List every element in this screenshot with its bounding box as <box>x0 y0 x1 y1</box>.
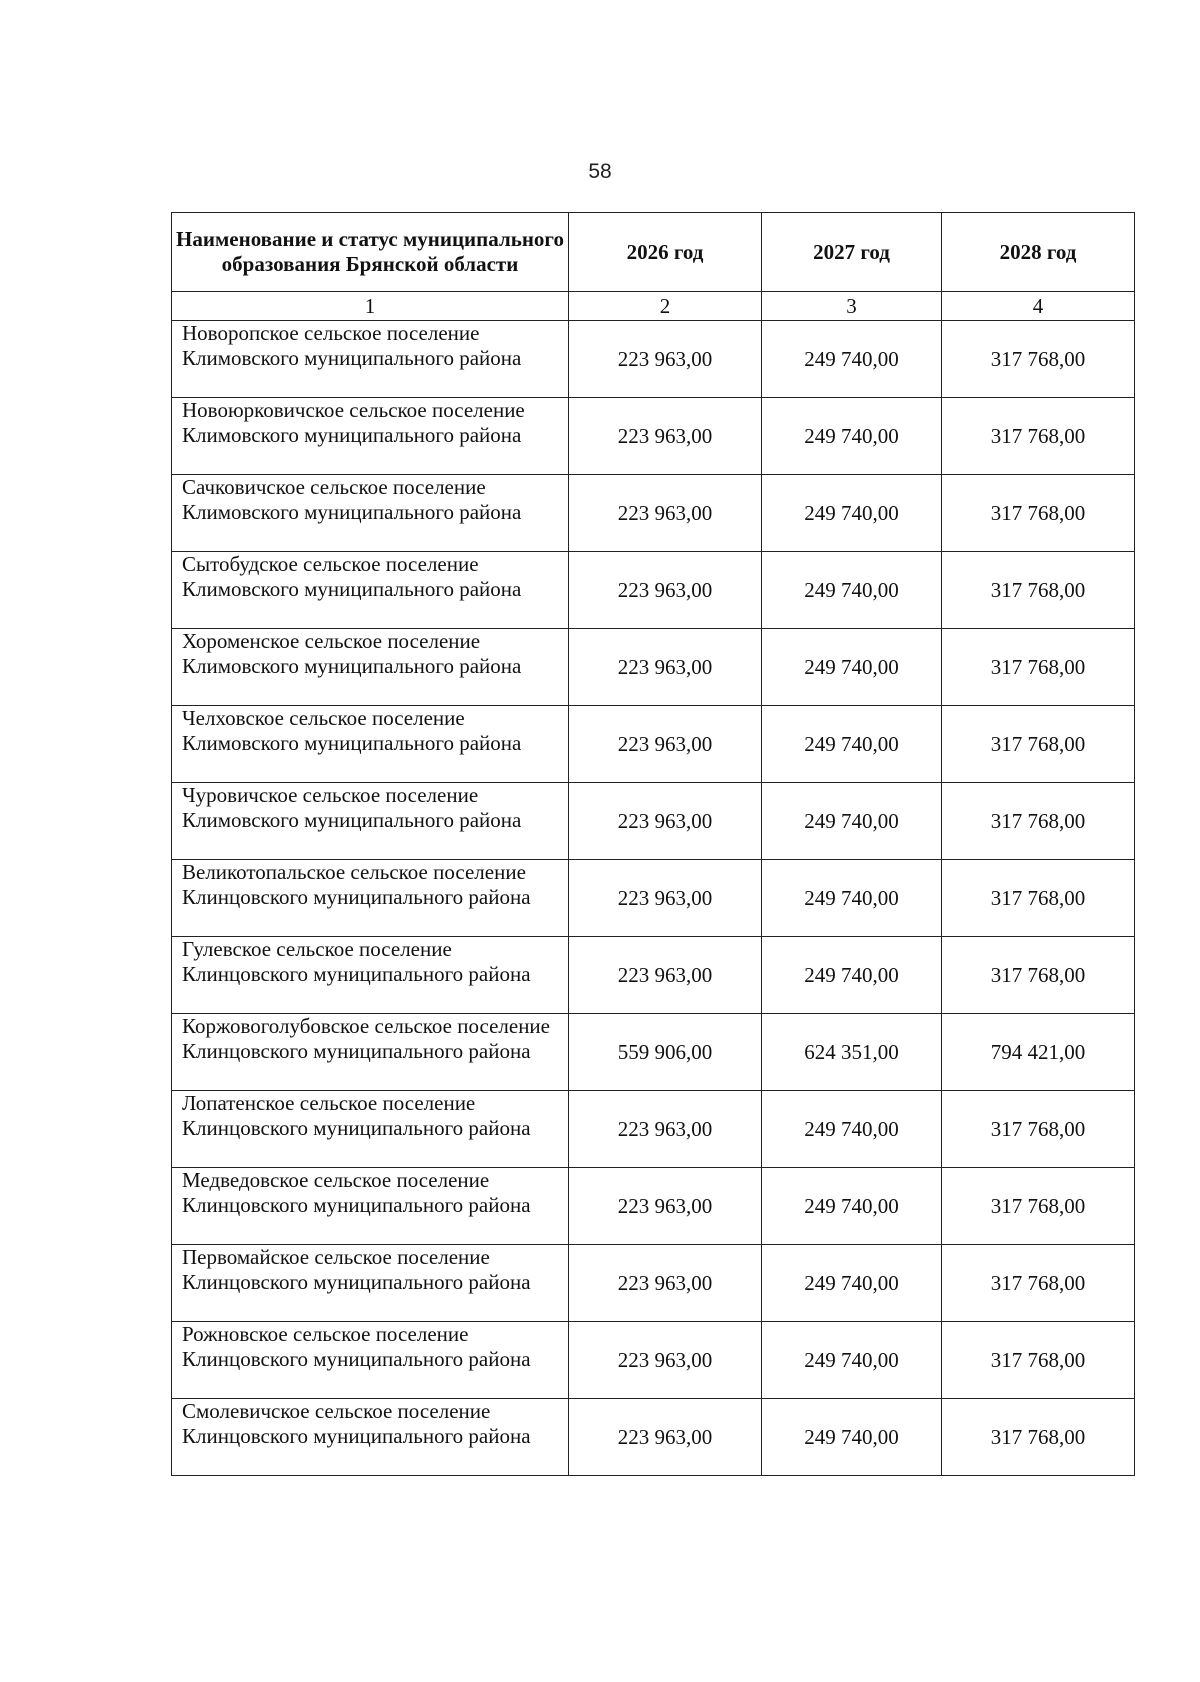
value-2027: 249 740,00 <box>762 321 942 398</box>
value-2028: 317 768,00 <box>942 783 1135 860</box>
municipality-name: Лопатенское сельское поселение Клинцовского муниципального района <box>172 1091 569 1168</box>
table-row <box>172 475 1135 552</box>
value-2028: 317 768,00 <box>942 321 1135 398</box>
header-municipality: Наименование и статус муниципального образования Брянской области <box>172 213 569 292</box>
value-2028: 317 768,00 <box>942 1322 1135 1399</box>
table-row <box>172 1245 1135 1322</box>
table-row <box>172 629 1135 706</box>
page-number: 58 <box>588 160 612 183</box>
value-2028: 317 768,00 <box>942 552 1135 629</box>
header-year-2026: 2026 год <box>569 213 762 292</box>
table-row <box>172 1399 1135 1476</box>
value-2027: 249 740,00 <box>762 1091 942 1168</box>
table-row <box>172 1168 1135 1245</box>
value-2026: 223 963,00 <box>569 1399 762 1476</box>
municipality-name: Гулевское сельское поселение Клинцовского муниципального района <box>172 937 569 1014</box>
value-2026: 223 963,00 <box>569 629 762 706</box>
value-2026: 223 963,00 <box>569 552 762 629</box>
municipality-name: Хороменское сельское поселение Климовского муниципального района <box>172 629 569 706</box>
value-2027: 249 740,00 <box>762 860 942 937</box>
value-2028: 317 768,00 <box>942 475 1135 552</box>
municipality-name: Новоюрковичское сельское поселение Климовского муниципального района <box>172 398 569 475</box>
value-2028: 317 768,00 <box>942 398 1135 475</box>
municipality-name: Рожновское сельское поселение Клинцовского муниципального района <box>172 1322 569 1399</box>
value-2028: 317 768,00 <box>942 860 1135 937</box>
value-2027: 249 740,00 <box>762 398 942 475</box>
value-2027: 249 740,00 <box>762 552 942 629</box>
value-2028: 317 768,00 <box>942 1091 1135 1168</box>
municipality-name: Чуровичское сельское поселение Климовского муниципального района <box>172 783 569 860</box>
value-2028: 317 768,00 <box>942 937 1135 1014</box>
value-2028: 794 421,00 <box>942 1014 1135 1091</box>
municipality-name: Смолевичское сельское поселение Клинцовского муниципального района <box>172 1399 569 1476</box>
value-2026: 223 963,00 <box>569 706 762 783</box>
value-2027: 249 740,00 <box>762 937 942 1014</box>
table-row <box>172 937 1135 1014</box>
column-number-3: 3 <box>762 292 942 321</box>
value-2027: 249 740,00 <box>762 629 942 706</box>
value-2027: 249 740,00 <box>762 706 942 783</box>
table-row <box>172 321 1135 398</box>
table-row <box>172 552 1135 629</box>
table-row <box>172 1014 1135 1091</box>
column-number-row <box>172 292 1135 321</box>
column-number-2: 2 <box>569 292 762 321</box>
value-2027: 249 740,00 <box>762 1245 942 1322</box>
municipality-name: Сытобудское сельское поселение Климовского муниципального района <box>172 552 569 629</box>
value-2026: 223 963,00 <box>569 1168 762 1245</box>
municipality-name: Новоропское сельское поселение Климовского муниципального района <box>172 321 569 398</box>
value-2026: 223 963,00 <box>569 783 762 860</box>
value-2028: 317 768,00 <box>942 629 1135 706</box>
municipality-name: Челховское сельское поселение Климовского муниципального района <box>172 706 569 783</box>
municipality-name: Великотопальское сельское поселение Клинцовского муниципального района <box>172 860 569 937</box>
value-2026: 223 963,00 <box>569 475 762 552</box>
value-2028: 317 768,00 <box>942 1399 1135 1476</box>
value-2027: 249 740,00 <box>762 1322 942 1399</box>
value-2026: 223 963,00 <box>569 937 762 1014</box>
table-row <box>172 398 1135 475</box>
municipality-name: Коржовоголубовское сельское поселение Клинцовского муниципального района <box>172 1014 569 1091</box>
table-row <box>172 860 1135 937</box>
value-2028: 317 768,00 <box>942 1168 1135 1245</box>
value-2027: 624 351,00 <box>762 1014 942 1091</box>
value-2027: 249 740,00 <box>762 475 942 552</box>
value-2026: 223 963,00 <box>569 1091 762 1168</box>
table-header-row <box>172 213 1135 292</box>
municipality-name: Первомайское сельское поселение Клинцовского муниципального района <box>172 1245 569 1322</box>
allocation-table <box>171 212 1135 1476</box>
value-2027: 249 740,00 <box>762 1399 942 1476</box>
header-year-2027: 2027 год <box>762 213 942 292</box>
value-2026: 223 963,00 <box>569 1245 762 1322</box>
table-row <box>172 1091 1135 1168</box>
value-2026: 223 963,00 <box>569 321 762 398</box>
header-year-2028: 2028 год <box>942 213 1135 292</box>
value-2028: 317 768,00 <box>942 1245 1135 1322</box>
value-2028: 317 768,00 <box>942 706 1135 783</box>
municipality-name: Медведовское сельское поселение Клинцовского муниципального района <box>172 1168 569 1245</box>
municipality-name: Сачковичское сельское поселение Климовского муниципального района <box>172 475 569 552</box>
value-2026: 559 906,00 <box>569 1014 762 1091</box>
column-number-1: 1 <box>172 292 569 321</box>
value-2026: 223 963,00 <box>569 398 762 475</box>
value-2027: 249 740,00 <box>762 1168 942 1245</box>
table-row <box>172 1322 1135 1399</box>
value-2026: 223 963,00 <box>569 1322 762 1399</box>
table-row <box>172 783 1135 860</box>
table-row <box>172 706 1135 783</box>
value-2027: 249 740,00 <box>762 783 942 860</box>
value-2026: 223 963,00 <box>569 860 762 937</box>
column-number-4: 4 <box>942 292 1135 321</box>
